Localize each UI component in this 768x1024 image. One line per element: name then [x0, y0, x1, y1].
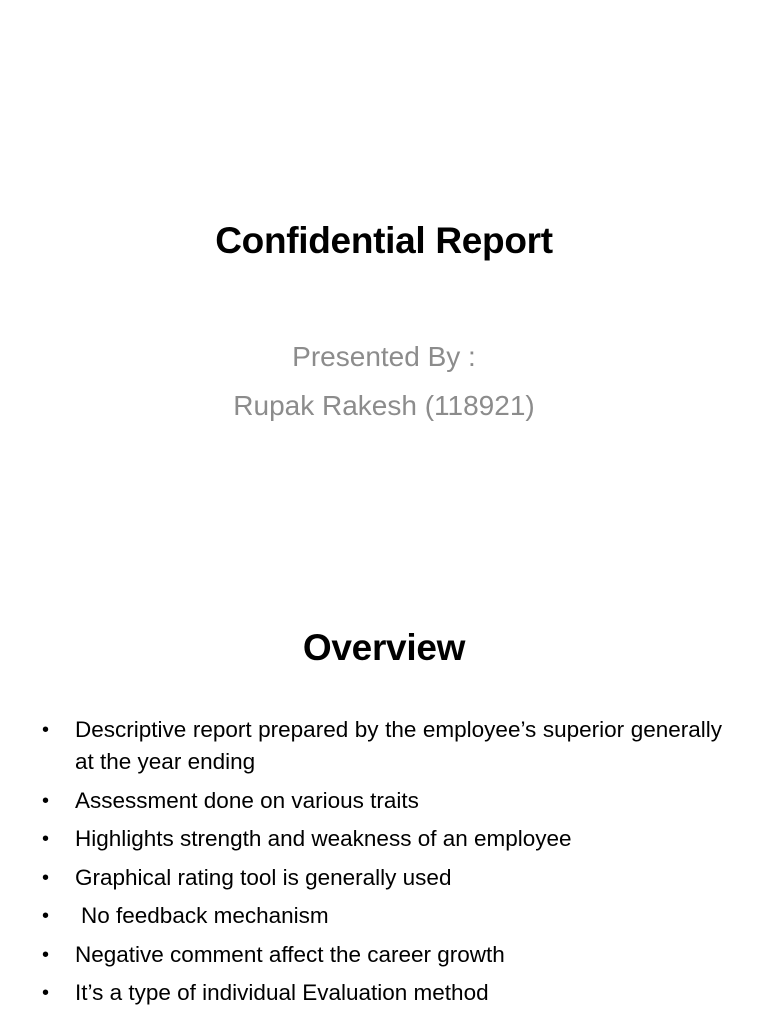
- presenter-name: Rupak Rakesh (118921): [233, 390, 535, 421]
- slide-title: Overview: [302, 627, 466, 668]
- bullet-icon: •: [42, 828, 50, 850]
- slide-subtitle: [0, 332, 768, 430]
- list-item: [38, 785, 722, 817]
- bullet-list: [38, 714, 722, 1016]
- slide-title: Confidential Report: [215, 220, 553, 261]
- bullet-icon: •: [42, 943, 50, 966]
- presenter-label: Presented By :: [292, 341, 476, 372]
- list-item: [38, 977, 722, 1009]
- bullet-text: Negative comment affect the career growth: [75, 941, 505, 967]
- list-item: [38, 939, 722, 971]
- bullet-icon: •: [42, 789, 50, 812]
- bullet-text: Descriptive report prepared by the employee’s superior generally at the year ending: [75, 717, 722, 774]
- bullet-text: Graphical rating tool is generally used: [75, 864, 452, 890]
- list-item: [38, 714, 722, 778]
- bullet-text: Highlights strength and weakness of an employee: [75, 826, 572, 851]
- bullet-text: It’s a type of individual Evaluation method: [75, 980, 489, 1005]
- list-item: [38, 823, 722, 855]
- list-item: [38, 900, 722, 932]
- overview-slide: [0, 576, 768, 1024]
- bullet-icon: •: [42, 982, 50, 1004]
- bullet-icon: •: [42, 719, 50, 741]
- list-item: [38, 862, 722, 894]
- bullet-text: Assessment done on various traits: [75, 787, 419, 813]
- bullet-text: No feedback mechanism: [81, 903, 329, 928]
- bullet-icon: •: [42, 905, 50, 927]
- bullet-icon: •: [42, 866, 50, 889]
